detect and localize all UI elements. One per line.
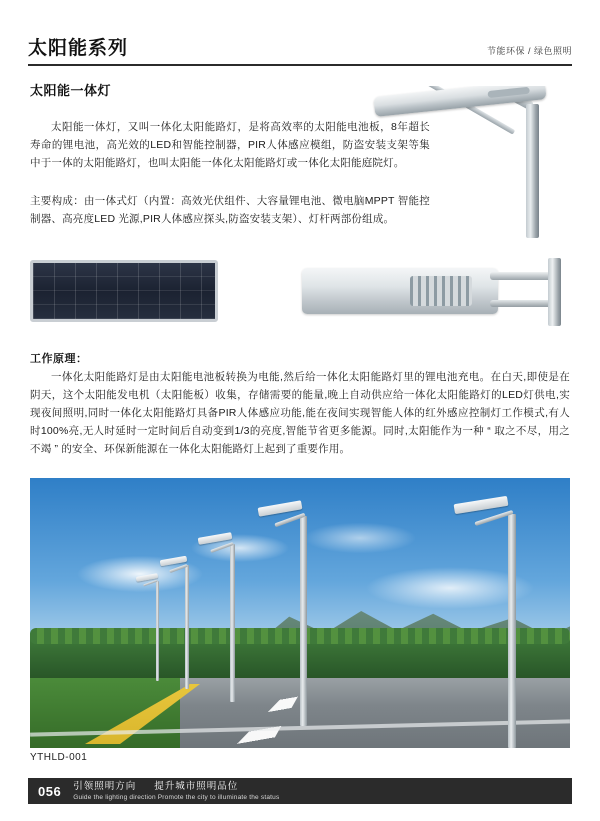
integrated-lamp-photo [302,256,570,328]
lamp-pole-shape [526,104,539,238]
lamp-mount-arm-lower [490,300,554,307]
section-title-principle: 工作原理： [30,353,88,365]
lamp-mount-pole [548,258,561,326]
streetlamp-pole [230,544,235,702]
streetlamp-pole [185,565,189,689]
scene-photo-street [30,478,570,748]
paragraph-principle-text: 一体化太阳能路灯是由太阳能电池板转换为电能,然后给一体化太阳能路灯里的锂电池充电。在白天,即使是在阴天，这个太阳能发电机（太阳能板）收集，存储需要的能量,晚上自动供应给一体化太阳能路灯的LED灯供电,实现夜间照明,同时一体化太阳能路灯具备PIR人体感应功能,能在夜间实现智能人体的红外感应控制灯工作模式,有人时100%亮,无人时延时一定时间后自动变到1/3的亮度,智能节省更多能源。同时,太阳能作为一种 “ 取之不尽，用之不竭 ” 的安全、环保新能源在一体化太阳能路灯上起到了重要作用。 [30,371,570,455]
figure-caption: YTHLD-001 [30,752,88,763]
product-photo-row [30,256,570,336]
lamp-head-shape [373,86,546,117]
led-array-shape [410,276,472,306]
page-header [28,28,572,66]
page-footer [28,778,572,804]
solar-panel-photo [30,260,218,322]
header-slogan: 节能环保 / 绿色照明 [486,46,572,56]
paragraph-intro-text: 太阳能一体灯，又叫一体化太阳能路灯，是将高效率的太阳能电池板，8年超长寿命的锂电池，高光效的LED和智能控制器，PIR人体感应模组，防盗安装支架等集中于一体的太阳能路灯，也叫太阳能一体化太阳能路灯或一体化太阳能庭院灯。 [30,121,430,169]
streetlamp-pole [156,581,159,681]
page-number: 056 [38,783,62,799]
footer-slogan-en: Guide the lighting direction Promote the city to illuminate the status [73,793,280,801]
paragraph-principle [30,368,570,458]
paragraph-composition-text: 主要构成：由一体式灯（内置：高效光伏组件、大容量锂电池、微电脑MPPT 智能控制器、高亮度LED 光源,PIR人体感应探头,防盗安装支架）、灯杆两部份组成。 [30,195,430,225]
footer-cn-row [73,781,279,793]
solar-cell-grid [33,263,215,319]
section-title-main: 太阳能一体灯 [30,83,112,98]
lamp-mount-arm-upper [490,272,554,280]
streetlamp-pole [300,516,307,726]
header-title: 太阳能系列 [28,38,129,59]
streetlamp-pole [508,514,516,748]
footer-slogan-cn-2: 提升城市照明品位 [154,780,239,792]
footer-slogan-cn-1: 引领照明方向 [73,780,137,792]
footer-texts [73,781,279,802]
product-photo-pole-lamp [330,86,572,238]
